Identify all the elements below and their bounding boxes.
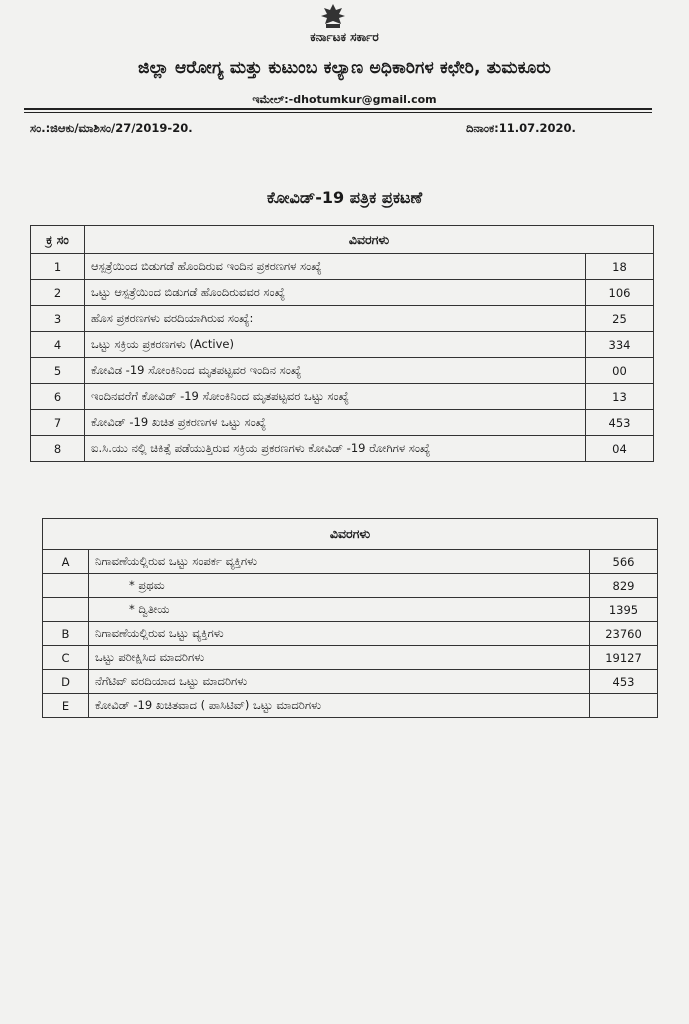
- row-value: 106: [585, 280, 653, 306]
- contact-testing-table: [42, 518, 658, 718]
- row-value: 566: [589, 550, 657, 574]
- office-title: ಜಿಲ್ಲಾ ಆರೋಗ್ಯ ಮತ್ತು ಕುಟುಂಬ ಕಲ್ಯಾಣ ಅಧಿಕಾರಿಗಳ ಕಛೇರಿ, ತುಮಕೂರು: [137, 58, 552, 78]
- issue-date: ದಿನಾಂಕ:11.07.2020.: [466, 121, 576, 135]
- table-row: [43, 550, 658, 574]
- row-label: ನೆಗೆಟಿವ್ ವರದಿಯಾದ ಒಟ್ಟು ಮಾದರಿಗಳು: [89, 670, 590, 694]
- table-row: [43, 622, 658, 646]
- row-value: 453: [589, 670, 657, 694]
- row-sl-no: 1: [31, 254, 85, 280]
- row-value: 1395: [589, 598, 657, 622]
- row-sl-no: 6: [31, 384, 85, 410]
- row-label: ಆಸ್ಪತ್ರೆಯಿಂದ ಬಿಡುಗಡೆ ಹೊಂದಿರುವ ಇಂದಿನ ಪ್ರಕರಣಗಳ ಸಂಖ್ಯೆ: [85, 254, 586, 280]
- row-label: ಕೋವಿಡ -19 ಸೋಂಕಿನಿಂದ ಮೃತಪಟ್ಟವರ ಇಂದಿನ ಸಂಖ್ಯೆ: [85, 358, 586, 384]
- row-value: 453: [585, 410, 653, 436]
- row-sl-no: 5: [31, 358, 85, 384]
- column-header-details: ವಿವರಗಳು: [85, 226, 654, 254]
- table-row: [31, 306, 654, 332]
- column-header-details: ವಿವರಗಳು: [43, 519, 658, 550]
- row-sl-no: [43, 598, 89, 622]
- row-label: ನಿಗಾವಣೆಯಲ್ಲಿರುವ ಒಟ್ಟು ಸಂಪರ್ಕ ವ್ಯಕ್ತಿಗಳು: [89, 550, 590, 574]
- press-release-title: ಕೋವಿಡ್-19 ಪತ್ರಿಕ ಪ್ರಕಟಣೆ: [266, 188, 423, 207]
- row-sl-no: [43, 574, 89, 598]
- row-sl-no: D: [43, 670, 89, 694]
- row-sl-no: 2: [31, 280, 85, 306]
- row-label: ಹೊಸ ಪ್ರಕರಣಗಳು ವರದಿಯಾಗಿರುವ ಸಂಖ್ಯೆ:: [85, 306, 586, 332]
- row-label: ನಿಗಾವಣೆಯಲ್ಲಿರುವ ಒಟ್ಟು ವ್ಯಕ್ತಿಗಳು: [89, 622, 590, 646]
- row-label: ಇಂದಿನವರೆಗೆ ಕೋವಿಡ್ -19 ಸೋಂಕಿನಿಂದ ಮೃತಪಟ್ಟವರ ಒಟ್ಟು ಸಂಖ್ಯೆ: [85, 384, 586, 410]
- row-value: 25: [585, 306, 653, 332]
- table-row: [43, 670, 658, 694]
- table-row: [43, 694, 658, 718]
- reference-number: ಸಂ.:ಜಿಆಕು/ಮಾಶಿಸಂ/27/2019-20.: [30, 121, 193, 135]
- row-label: ಒಟ್ಟು ಆಸ್ಪತ್ರೆಯಿಂದ ಬಿಡುಗಡೆ ಹೊಂದಿರುವವರ ಸಂಖ್ಯೆ: [85, 280, 586, 306]
- table-header-row: [43, 519, 658, 550]
- row-value: 18: [585, 254, 653, 280]
- row-label: ಐ.ಸಿ.ಯು ನಲ್ಲಿ ಚಿಕಿತ್ಸೆ ಪಡೆಯುತ್ತಿರುವ ಸಕ್ರಿಯ ಪ್ರಕರಣಗಳು ಕೋವಿಡ್ -19 ರೋಗಿಗಳ ಸಂಖ್ಯೆ: [85, 436, 586, 462]
- row-label: ಕೋವಿಡ್ -19 ಖಚಿತವಾದ ( ಪಾಸಿಟಿವ್) ಒಟ್ಟು ಮಾದರಿಗಳು: [89, 694, 590, 718]
- table-row: [31, 384, 654, 410]
- row-label: ಕೋವಿಡ್ -19 ಖಚಿತ ಪ್ರಕರಣಗಳ ಒಟ್ಟು ಸಂಖ್ಯೆ: [85, 410, 586, 436]
- row-sl-no: 8: [31, 436, 85, 462]
- table-header-row: [31, 226, 654, 254]
- row-label: ಒಟ್ಟು ಸಕ್ರಿಯ ಪ್ರಕರಣಗಳು (Active): [85, 332, 586, 358]
- table-row: [31, 410, 654, 436]
- table-row: [31, 358, 654, 384]
- table-row: [43, 574, 658, 598]
- row-value: 00: [585, 358, 653, 384]
- table-row: [43, 598, 658, 622]
- table-row: [31, 254, 654, 280]
- row-value: 04: [585, 436, 653, 462]
- header-divider-thin: [24, 112, 652, 113]
- government-name: ಕರ್ನಾಟಕ ಸರ್ಕಾರ: [310, 30, 379, 44]
- state-emblem-icon: [316, 2, 350, 30]
- row-sl-no: A: [43, 550, 89, 574]
- office-email: ಇಮೇಲ್:-dhotumkur@gmail.com: [252, 93, 437, 106]
- covid-summary-table: [30, 225, 654, 462]
- row-value: 13: [585, 384, 653, 410]
- row-value: 829: [589, 574, 657, 598]
- row-sl-no: 4: [31, 332, 85, 358]
- row-sl-no: 3: [31, 306, 85, 332]
- row-value: 19127: [589, 646, 657, 670]
- table-row: [31, 280, 654, 306]
- row-sl-no: B: [43, 622, 89, 646]
- row-value: [589, 694, 657, 718]
- column-header-sl-no: ಕ್ರ ಸಂ: [31, 226, 85, 254]
- table-row: [43, 646, 658, 670]
- row-sl-no: E: [43, 694, 89, 718]
- table-row: [31, 436, 654, 462]
- row-value: 23760: [589, 622, 657, 646]
- row-sl-no: C: [43, 646, 89, 670]
- row-label: ಒಟ್ಟು ಪರೀಕ್ಷಿಸಿದ ಮಾದರಿಗಳು: [89, 646, 590, 670]
- row-value: 334: [585, 332, 653, 358]
- row-label: * ದ್ವಿತೀಯ: [89, 598, 590, 622]
- table-row: [31, 332, 654, 358]
- row-sl-no: 7: [31, 410, 85, 436]
- row-label: * ಪ್ರಥಮ: [89, 574, 590, 598]
- header-divider: [24, 108, 652, 110]
